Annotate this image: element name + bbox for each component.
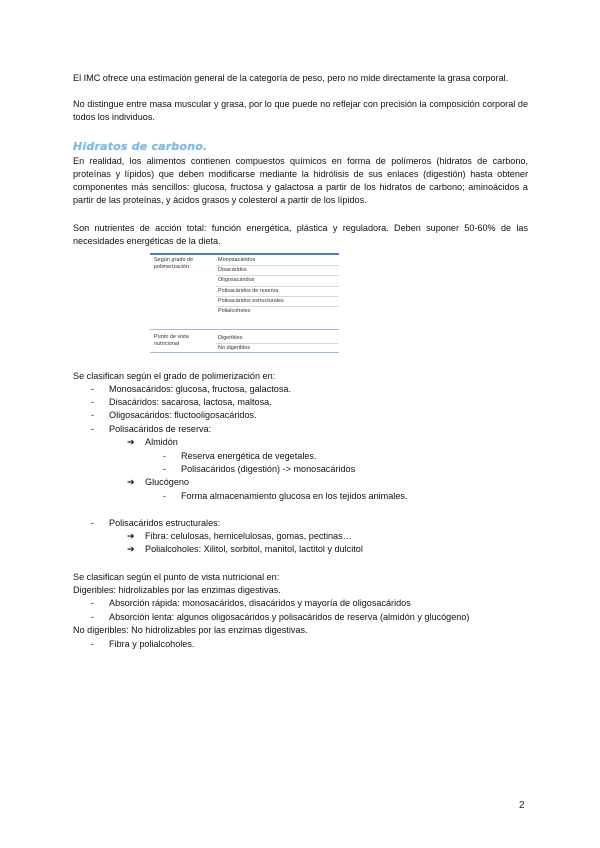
dash-bullet: -: [91, 518, 95, 528]
list-item-lenta: Absorción lenta: algunos oligosacáridos y polisacáridos de reserva (almidón y glucógeno): [109, 612, 470, 622]
list-item-mono: Monosacáridos: glucosa, fructosa, galactosa.: [109, 384, 291, 394]
dash-bullet: -: [163, 464, 167, 474]
classification-table: [150, 253, 339, 353]
table-group2-label-2: nutricional: [154, 341, 180, 347]
list-item-oligo: Oligosacáridos: fluctooligosacáridos.: [109, 410, 257, 420]
table-cell: Polisacáridos de reserva: [218, 288, 279, 294]
list-item-almidon-2: Polisacáridos (digestión) -> monosacáridos: [181, 464, 356, 474]
arrow-bullet-icon: ➔: [127, 531, 135, 541]
dash-bullet: -: [91, 639, 95, 649]
table-cell: No digeribles: [218, 345, 251, 351]
list1-intro: Se clasifican según el grado de polimerización en:: [73, 371, 276, 381]
table-bottom-rule: [150, 352, 339, 353]
list-item-glucogeno-1: Forma almacenamiento glucosa en los tejidos animales.: [181, 491, 408, 501]
table-cell: Polisacáridos estructurales: [218, 298, 284, 304]
table-group1-label: Según grado de: [154, 257, 194, 263]
table-group2-label: Punto de vista: [154, 334, 189, 340]
list-item-rapida: Absorción rápida: monosacáridos, disacáridos y mayoría de oligosacáridos: [109, 598, 411, 608]
arrow-bullet-icon: ➔: [127, 544, 135, 554]
page-number: 2: [519, 800, 525, 811]
table-group1-label-2: polimerización: [154, 264, 190, 270]
list-item-fibra: Fibra: celulosas, hemicelulosas, gomas, pectinas…: [145, 531, 352, 541]
list-item-estructurales: Polisacáridos estructurales:: [109, 518, 221, 528]
dash-bullet: -: [91, 397, 95, 407]
paragraph-polymers: En realidad, los alimentos contienen compuestos químicos en forma de polímeros (hidratos de carbono, proteínas y lípidos) que deben modificarse mediante la hidrólisis de sus enlaces (digestión) hasta obtener componentes más sencillos: glucosa, fructosa y galactosa a partir de los hidratos de carbono; aminoácidos a partir de las proteínas, y ácidos grasos y colesterol a partir de los lípidos.: [73, 156, 528, 205]
list-item-polialcoholes: Polialcoholes: Xilitol, sorbitol, manitol, lactitol y dulcitol: [145, 544, 363, 554]
list-item-almidon: Almidón: [145, 437, 178, 447]
table-top-rule: [150, 253, 339, 255]
dash-bullet: -: [91, 612, 95, 622]
dash-bullet: -: [163, 491, 167, 501]
dash-bullet: -: [91, 598, 95, 608]
list-item-di: Disacáridos: sacarosa, lactosa, maltosa.: [109, 397, 272, 407]
list-item-reserva: Polisacáridos de reserva:: [109, 424, 212, 434]
paragraph-nutrients: Son nutrientes de acción total: función energética, plástica y reguladora. Deben suponer 50-60% de las necesidades energéticas de la dieta.: [73, 223, 528, 246]
list2-intro: Se clasifican según el punto de vista nutricional en:: [73, 572, 280, 582]
dash-bullet: -: [91, 410, 95, 420]
list-item-fibra-polialcoholes: Fibra y polialcoholes.: [109, 639, 195, 649]
arrow-bullet-icon: ➔: [127, 477, 135, 487]
dash-bullet: -: [91, 424, 95, 434]
list-item-glucogeno: Glucógeno: [145, 477, 189, 487]
section-heading: Hidratos de carbono.: [73, 140, 208, 153]
list-item-almidon-1: Reserva energética de vegetales.: [181, 451, 317, 461]
paragraph-imc-2: No distingue entre masa muscular y grasa, por lo que puede no reflejar con precisión la composición corporal de todos los individuos.: [73, 99, 528, 122]
dash-bullet: -: [163, 451, 167, 461]
dash-bullet: -: [91, 384, 95, 394]
table-cell: Polialcoholes: [218, 308, 251, 314]
list2-digeribles: Digeribles: hidrolizables por las enzimas digestivas.: [73, 585, 281, 595]
table-cell: Digeribles: [218, 335, 243, 341]
table-cell: Oligosacáridos: [218, 277, 255, 283]
arrow-bullet-icon: ➔: [127, 437, 135, 447]
table-cell: Disacáridos: [218, 267, 247, 273]
paragraph-imc-1: El IMC ofrece una estimación general de la categoría de peso, pero no mide directamente la grasa corporal.: [73, 73, 509, 83]
table-cell: Monosacáridos: [218, 257, 256, 263]
list2-no-digeribles: No digeribles: No hidrolizables por las enzimas digestivas.: [73, 625, 308, 635]
